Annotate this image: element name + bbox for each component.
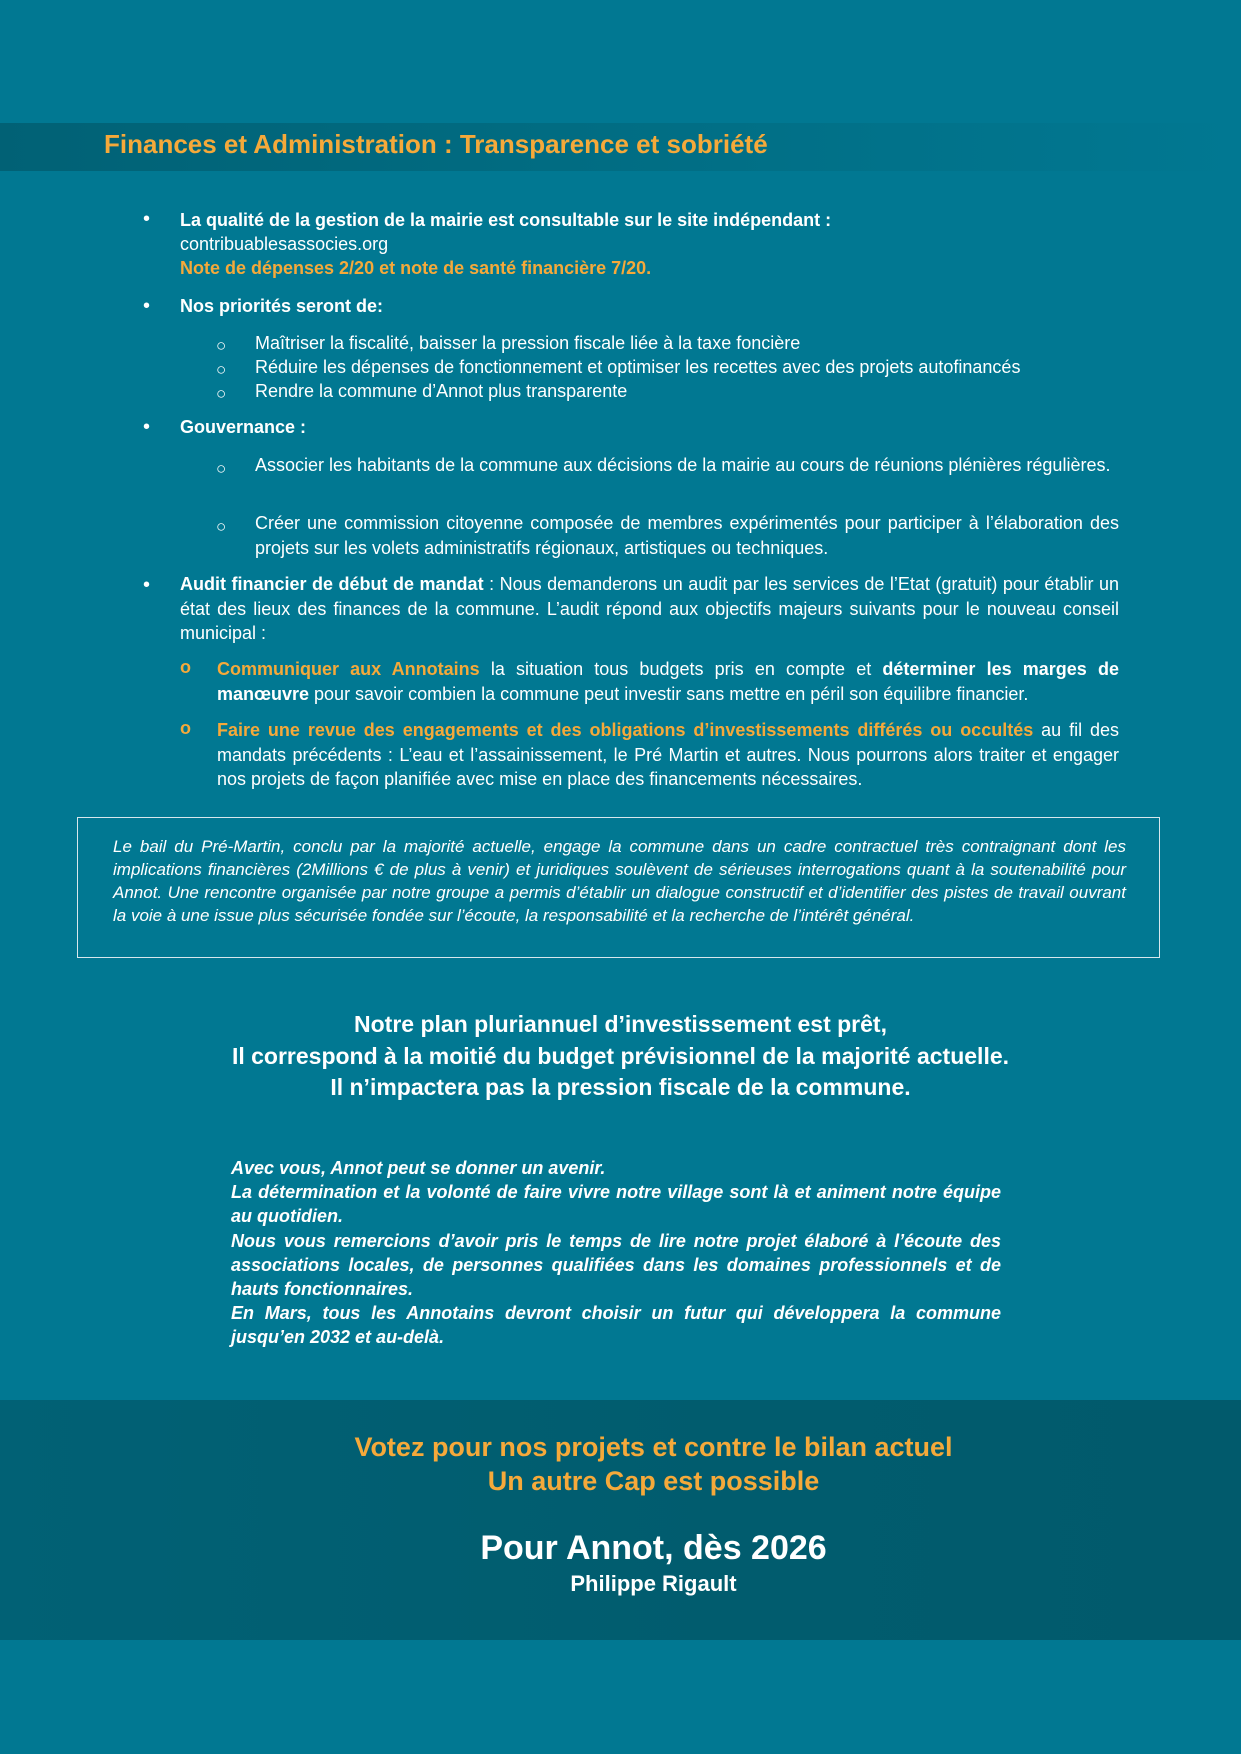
- orange-o-marker: o: [180, 657, 191, 677]
- orange-o-marker: o: [180, 718, 191, 738]
- audit-item-2-lead: Faire une revue des engagements et des obligations d’investissements différés ou occultés: [217, 720, 1034, 740]
- governance-label: Gouvernance :: [180, 417, 307, 437]
- audit-item-1: [217, 657, 1119, 706]
- cta-line-1: Votez pour nos projets et contre le bilan actuel: [354, 1432, 953, 1462]
- priority-item: Maîtriser la fiscalité, baisser la pression fiscale liée à la taxe foncière: [255, 333, 801, 353]
- priorities-label: Nos priorités seront de:: [180, 296, 384, 316]
- bullet-dot: •: [143, 574, 151, 596]
- bullet-dot: •: [143, 208, 151, 230]
- quality-site: contribuablesassocies.org: [180, 234, 389, 254]
- plan-line-1: Notre plan pluriannuel d’investissement est prêt,: [354, 1011, 887, 1037]
- section-title: Finances et Administration : Transparence et sobriété: [104, 129, 768, 159]
- candidate-name: Philippe Rigault: [570, 1571, 737, 1596]
- audit-paragraph: [180, 572, 1119, 646]
- audit-item-1-mid: la situation tous budgets pris en compte et: [479, 659, 883, 679]
- circle-marker-icon: ○: [216, 459, 227, 478]
- governance-item: Créer une commission citoyenne composée de membres expérimentés pour participer à l’élaboration des projets sur les volets administratifs régionaux, artistiques ou techniques.: [255, 513, 1119, 558]
- pre-martin-text: Le bail du Pré-Martin, conclu par la majorité actuelle, engage la commune dans un cadre contractuel très contraignant dont les implications financières (2Millions € de plus à venir) et juridiques soulèvent de sérieuses interrogations quant à la soutenabilité pour Annot. Une rencontre organisée par notre groupe a permis d’établir un dialogue constructif et d’identifier des pistes de travail ouvrant la voie à une issue plus sécurisée fondée sur l’écoute, la responsabilité et la recherche de l’intérêt général.: [113, 837, 1126, 925]
- closing-line: La détermination et la volonté de faire vivre notre village sont là et animent notre équipe au quotidien.: [231, 1182, 1001, 1227]
- audit-text: : Nous demanderons un audit par les services de l’Etat (gratuit) pour établir un état des lieux des finances de la commune. L’audit répond aux objectifs majeurs suivants pour le nouveau conseil municipal :: [180, 574, 1119, 643]
- audit-item-2-end: au fil des mandats précédents : L’eau et l’assainissement, le Pré Martin et autres. Nous pourrons alors traiter et engager nos projets de façon planifiée avec mise en place des financements nécessaires.: [217, 720, 1120, 789]
- circle-marker-icon: ○: [216, 384, 227, 403]
- audit-item-1-strong: déterminer les marges de manœuvre: [217, 659, 1119, 704]
- circle-marker-icon: ○: [216, 336, 227, 355]
- closing-line: Nous vous remercions d’avoir pris le temps de lire notre projet élaboré à l’écoute des associations locales, de personnes qualifiées dans les domaines professionnels et de hauts fonctionnaires.: [231, 1230, 1001, 1300]
- bullet-dot: •: [143, 295, 151, 317]
- cta-line-2: Un autre Cap est possible: [487, 1466, 820, 1496]
- quality-notes: Note de dépenses 2/20 et note de santé financière 7/20.: [180, 258, 652, 278]
- audit-item-1-lead: Communiquer aux Annotains: [217, 659, 480, 679]
- slogan: Pour Annot, dès 2026: [480, 1529, 827, 1567]
- audit-item-2: [217, 718, 1119, 792]
- closing-message: [231, 1156, 1001, 1350]
- circle-marker-icon: ○: [216, 517, 227, 536]
- circle-marker-icon: ○: [216, 360, 227, 379]
- audit-label: Audit financier de début de mandat: [180, 574, 484, 594]
- priority-item: Rendre la commune d’Annot plus transparente: [255, 381, 628, 401]
- closing-line: Avec vous, Annot peut se donner un avenir.: [231, 1158, 606, 1178]
- plan-line-2: Il correspond à la moitié du budget prévisionnel de la majorité actuelle.: [231, 1043, 1010, 1069]
- quality-label: La qualité de la gestion de la mairie est consultable sur le site indépendant :: [180, 210, 832, 230]
- priority-item: Réduire les dépenses de fonctionnement et optimiser les recettes avec des projets autofinancés: [255, 357, 1021, 377]
- closing-line: En Mars, tous les Annotains devront choisir un futur qui développera la commune jusqu’en 2032 et au-delà.: [231, 1303, 1001, 1348]
- audit-item-1-end: pour savoir combien la commune peut investir sans mettre en péril son équilibre financier.: [309, 683, 1029, 704]
- bullet-dot: •: [143, 416, 151, 438]
- governance-item: Associer les habitants de la commune aux décisions de la mairie au cours de réunions plénières régulières.: [255, 455, 1111, 475]
- plan-line-3: Il n’impactera pas la pression fiscale de la commune.: [330, 1074, 911, 1100]
